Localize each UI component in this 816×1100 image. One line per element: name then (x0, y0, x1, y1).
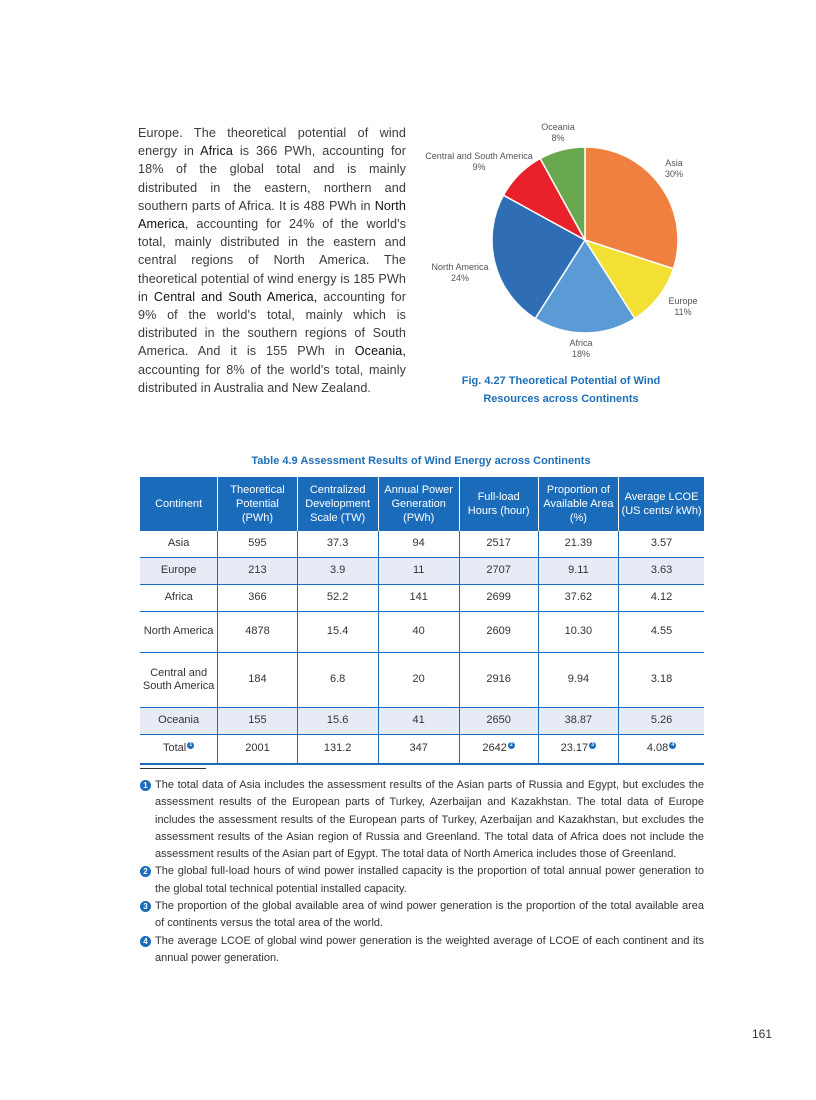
column-header: Annual Power Generation (PWh) (378, 477, 459, 531)
table-cell (619, 612, 704, 653)
row-label-cell (140, 708, 218, 735)
table-cell (619, 653, 704, 708)
cell-value: 2699 (486, 591, 511, 604)
row-label-cell (140, 612, 218, 653)
footnote-text: The global full-load hours of wind power installed capacity is the proportion of total annual power generation to the global total technical potential installed capacity. (155, 865, 704, 895)
pie-value-label: 9% (472, 162, 486, 172)
highlighted-region-name: Oceania, (354, 344, 406, 359)
cell-value: 15.6 (326, 714, 349, 727)
footnote-divider (140, 768, 206, 769)
body-text-segment: accounting for 9% of the world's total, mainly which is distributed in the southern regions of South America. And it is 155 PWh in (138, 289, 406, 359)
cell-value: Asia (167, 537, 190, 550)
pie-label: Africa (569, 338, 593, 348)
table-header-row (140, 477, 704, 531)
footnote-text: The average LCOE of global wind power generation is the weighted average of LCOE of each continent and its annual power generation. (155, 934, 704, 964)
cell-value: 41 (412, 714, 425, 727)
table-cell (297, 585, 378, 612)
table-cell (619, 531, 704, 558)
table-row (140, 653, 704, 708)
table-row (140, 708, 704, 735)
table-cell (378, 735, 459, 765)
table-cell (459, 558, 538, 585)
table-cell (378, 612, 459, 653)
highlighted-region-name: Africa (200, 144, 233, 159)
table-cell (218, 708, 297, 735)
cell-value: 6.8 (329, 673, 346, 686)
cell-value: 155 (248, 714, 267, 727)
table-cell (459, 653, 538, 708)
cell-value: North America (143, 625, 214, 638)
pie-value-label: 30% (664, 169, 684, 179)
table-cell (378, 585, 459, 612)
footnote-reference-marker[interactable]: 3 (589, 742, 596, 749)
pie-chart-figure (412, 118, 712, 418)
figure-caption-line: Fig. 4.27 Theoretical Potential of Wind (461, 375, 661, 387)
table-cell (538, 653, 619, 708)
cell-value: 52.2 (326, 591, 349, 604)
cell-value: 10.30 (564, 625, 593, 638)
footnote-number-icon: 2 (140, 866, 151, 877)
cell-value: 141 (409, 591, 428, 604)
table-cell (619, 558, 704, 585)
table-cell (218, 558, 297, 585)
cell-value: 4.08 (646, 742, 669, 755)
row-label-cell (140, 735, 218, 765)
footnote-reference-marker[interactable]: 1 (187, 742, 194, 749)
table-cell (378, 558, 459, 585)
footnote-text: The total data of Asia includes the assessment results of the Asian parts of Russia and Egypt, but excludes the assessment results of the European parts of Turkey, Azerbaijan and Kazakhstan. The total data of Europe includes the assessment results of the European parts of Turkey, Azerbaijan and Kazakhstan, but excludes the assessment results of the Asian region of Russia and Greenland. The total data of Africa does not include the assessment results of the Asian part of Egypt. The total data of North America includes those of Greenland. (155, 779, 704, 861)
footnote-number-icon: 4 (140, 936, 151, 947)
cell-value: Central and South America (142, 666, 215, 692)
table-cell (538, 531, 619, 558)
table-cell (297, 558, 378, 585)
cell-value: 5.26 (650, 714, 673, 727)
pie-value-label: 18% (571, 349, 591, 359)
table-cell (297, 653, 378, 708)
table-cell (459, 585, 538, 612)
table-row (140, 612, 704, 653)
pie-label: North America (431, 262, 489, 272)
cell-value: 37.3 (326, 537, 349, 550)
body-text-segment: , accounting for 24% of the world's total, mainly distributed in the eastern and central regions of North America. The theoretical potential of wind energy is 185 PWh in (138, 217, 406, 304)
table-cell (218, 735, 297, 765)
cell-value: 40 (412, 625, 425, 638)
page-number: 161 (752, 1027, 773, 1041)
cell-value: 2916 (486, 673, 511, 686)
cell-value: 37.62 (564, 591, 593, 604)
table-cell (297, 708, 378, 735)
cell-value: Oceania (158, 714, 200, 727)
footnote (140, 898, 704, 933)
footnote (140, 777, 704, 863)
pie-label: Europe (668, 296, 698, 306)
cell-value: 23.17 (560, 742, 589, 755)
table-cell (619, 708, 704, 735)
table-cell (538, 735, 619, 765)
table-cell (538, 558, 619, 585)
cell-value: 2707 (486, 564, 511, 577)
pie-label: Oceania (541, 122, 575, 132)
highlighted-region-name: Central and South America, (153, 289, 318, 304)
figure-caption (412, 373, 710, 408)
body-text-segment: accounting for 8% of the world's total, mainly distributed in Australia and New Zealand. (138, 362, 406, 395)
table-cell (459, 531, 538, 558)
column-header: Full-load Hours (hour) (459, 477, 538, 531)
cell-value: 3.63 (650, 564, 673, 577)
row-label-cell (140, 558, 218, 585)
table-title: Table 4.9 Assessment Results of Wind Energy across Continents (251, 455, 591, 467)
cell-value: 2650 (486, 714, 511, 727)
column-header: Continent (140, 477, 218, 531)
cell-value: 21.39 (564, 537, 593, 550)
column-header: Theoretical Potential (PWh) (218, 477, 297, 531)
figure-caption-line: Resources across Continents (483, 392, 639, 405)
cell-value: 9.94 (567, 673, 590, 686)
cell-value: 2609 (486, 625, 511, 638)
column-header: Proportion of Available Area (%) (538, 477, 619, 531)
cell-value: 347 (409, 742, 428, 755)
table-cell (218, 585, 297, 612)
cell-value: 9.11 (568, 564, 589, 577)
cell-value: 11 (412, 564, 425, 577)
table-cell (538, 612, 619, 653)
body-text-segment: Europe. The theoretical potential of wind energy in (138, 126, 406, 159)
pie-value-label: 24% (450, 273, 470, 283)
table-cell (218, 653, 297, 708)
footnote-number-icon: 1 (140, 780, 151, 791)
table-cell (218, 612, 297, 653)
pie-chart (412, 118, 712, 368)
body-paragraph (138, 124, 406, 397)
cell-value: Africa (164, 591, 193, 604)
table-cell (619, 735, 704, 765)
row-label-cell (140, 585, 218, 612)
table-cell (459, 708, 538, 735)
cell-value: 38.87 (564, 714, 593, 727)
cell-value: 4.12 (650, 591, 673, 604)
footnote-reference-marker[interactable]: 4 (669, 742, 676, 749)
row-label-cell (140, 531, 218, 558)
table-total-row (140, 735, 704, 765)
table-cell (297, 531, 378, 558)
cell-value: 3.57 (650, 537, 673, 550)
footnote (140, 933, 704, 968)
table-cell (297, 612, 378, 653)
cell-value: 15.4 (326, 625, 349, 638)
cell-value: 3.18 (650, 673, 673, 686)
pie-label: Asia (665, 158, 683, 168)
footnote-reference-marker[interactable]: 2 (508, 742, 515, 749)
cell-value: 2517 (486, 537, 511, 550)
table-cell (218, 531, 297, 558)
table-cell (538, 708, 619, 735)
cell-value: Total (163, 742, 187, 755)
cell-value: 2001 (245, 742, 270, 755)
highlighted-region-name: North America (138, 198, 406, 232)
row-label-cell (140, 653, 218, 708)
pie-value-label: 8% (551, 133, 565, 143)
wind-assessment-table (140, 477, 704, 765)
table-row (140, 531, 704, 558)
table-row (140, 558, 704, 585)
table-cell (378, 708, 459, 735)
cell-value: 2642 (482, 742, 507, 755)
cell-value: 4.55 (650, 625, 673, 638)
table-cell (459, 612, 538, 653)
column-header: Centralized Development Scale (TW) (297, 477, 378, 531)
footnote-text: The proportion of the global available area of wind power generation is the proportion of the total available area of continents versus the total area of the world. (155, 900, 704, 930)
footnote-number-icon: 3 (140, 901, 151, 912)
column-header: Average LCOE (US cents/ kWh) (619, 477, 704, 531)
cell-value: 131.2 (323, 742, 352, 755)
cell-value: 184 (248, 673, 267, 686)
table-cell (538, 585, 619, 612)
cell-value: 94 (412, 537, 425, 550)
body-text-segment: is 366 PWh, accounting for 18% of the global total and is mainly distributed in the eastern, northern and southern parts of Africa. It is 488 PWh in (138, 144, 406, 213)
cell-value: 213 (248, 564, 267, 577)
cell-value: 4878 (245, 625, 270, 638)
table-cell (619, 585, 704, 612)
table-cell (459, 735, 538, 765)
table-cell (378, 531, 459, 558)
table-cell (378, 653, 459, 708)
cell-value: 366 (248, 591, 267, 604)
footnote (140, 863, 704, 898)
table-cell (297, 735, 378, 765)
cell-value: 595 (248, 537, 267, 550)
cell-value: 20 (412, 673, 425, 686)
footnotes (140, 777, 704, 967)
cell-value: 3.9 (329, 564, 346, 577)
pie-label: Central and South America (425, 151, 533, 161)
table-row (140, 585, 704, 612)
cell-value: Europe (160, 564, 197, 577)
pie-value-label: 11% (674, 307, 692, 317)
